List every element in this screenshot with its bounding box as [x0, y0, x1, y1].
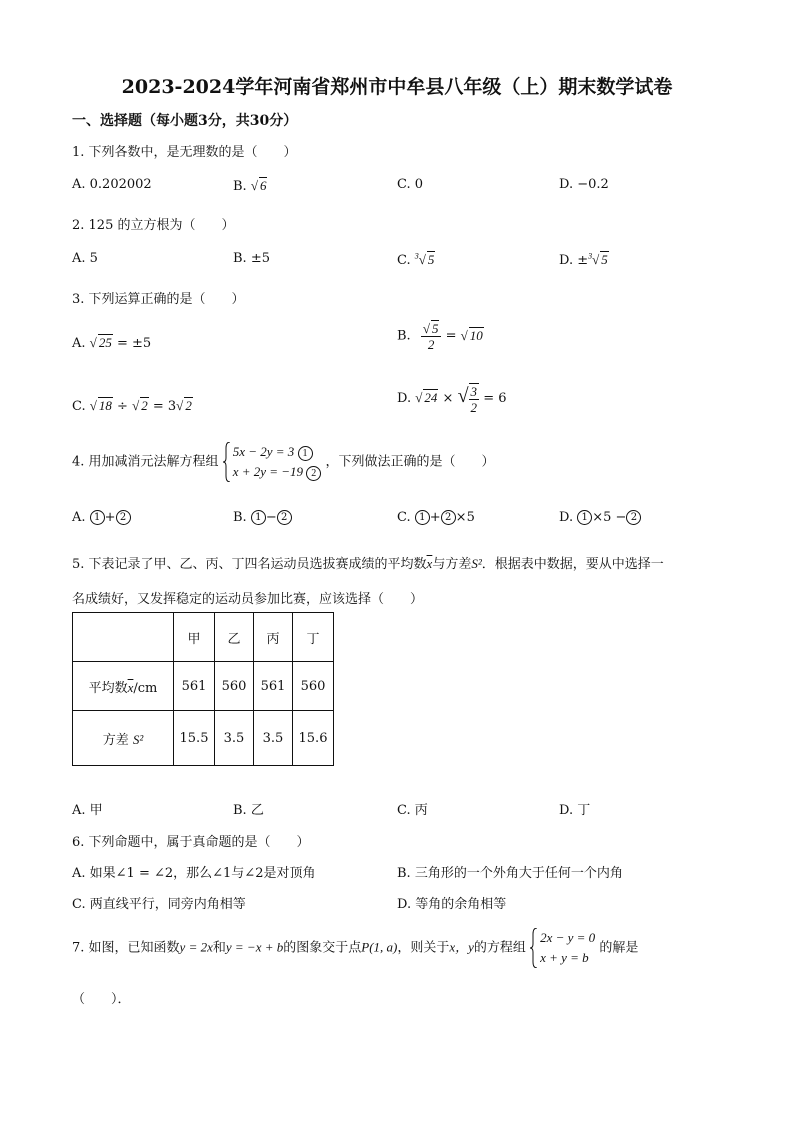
equals-sign: =: [445, 328, 457, 344]
option-d-result: = 6: [483, 390, 507, 406]
table-cell: 3.5: [215, 711, 254, 766]
variables: x，y: [449, 939, 474, 955]
root-index: 3: [588, 251, 593, 261]
times-sign: ×: [442, 390, 454, 406]
brace-icon: [530, 928, 538, 968]
option-a-result: = ±5: [116, 336, 152, 351]
question-6-stem: 6. 下列命题中，属于真命题的是（ ）: [72, 835, 310, 850]
results-table: [72, 612, 334, 766]
header-cell: 甲: [174, 613, 215, 662]
divide-sign: ÷: [117, 399, 128, 414]
equation-1: 2x − y = 0: [540, 930, 596, 945]
page-title: 2023-2024学年河南省郑州市中牟县八年级（上）期末数学试卷: [121, 76, 673, 98]
q1-option-c[interactable]: C. 0: [397, 177, 424, 192]
table-cell: 3.5: [254, 711, 293, 766]
q1-option-b[interactable]: B. √ 6: [233, 178, 267, 194]
question-7-stem: [72, 928, 638, 968]
equation-system: [223, 442, 322, 482]
root-index: 3: [414, 251, 419, 261]
radicand: 18: [98, 398, 112, 413]
mean-symbol: $\overline{x}$: [127, 679, 134, 695]
q5-option-c[interactable]: C. 丙: [397, 803, 428, 818]
stem-text: 的方程组: [473, 940, 526, 956]
minus-sign: −: [265, 510, 277, 525]
stem-text: 5. 下表记录了甲、乙、丙、丁四名运动员选拔赛成绩的平均数: [72, 557, 427, 572]
function-2: y = −x + b: [225, 939, 284, 955]
option-label: D.: [397, 390, 412, 406]
option-label: A.: [72, 336, 86, 351]
intersection-point: P(1, a): [361, 939, 398, 955]
brace-icon: [223, 442, 231, 482]
option-label: A.: [72, 510, 86, 525]
q6-option-a[interactable]: A. 如果∠1 = ∠2，那么∠1与∠2是对顶角: [72, 866, 316, 881]
function-1: y = 2x: [179, 939, 213, 955]
q4-option-c[interactable]: [397, 510, 475, 525]
numerator: 3: [470, 384, 478, 399]
option-label: D.: [559, 510, 574, 525]
circled-1: 1: [415, 510, 430, 525]
header-cell: [73, 613, 174, 662]
q2-option-d[interactable]: D. ±$^3$√ 5: [559, 251, 608, 268]
q3-option-a[interactable]: A. √ 25 = ±5: [72, 335, 152, 351]
question-3-stem: 3. 下列运算正确的是（ ）: [72, 292, 245, 307]
mean-symbol: $\overline{x}$: [426, 556, 433, 571]
radicand: 2: [141, 398, 148, 413]
equation-2: x + 2y = −19: [232, 464, 304, 479]
q3-option-b[interactable]: B. $\frac{√ 5}{2}$ = √ 10: [397, 321, 483, 352]
stem-text: 的图象交于点: [283, 940, 362, 956]
radicand: 24: [424, 389, 438, 405]
variance-symbol: S²: [132, 731, 144, 747]
times-five-minus: ×5 −: [592, 510, 627, 525]
table-row: [73, 662, 334, 711]
stem-text: ．根据表中数据，要从中选择一: [481, 557, 664, 572]
times-five: ×5: [455, 510, 475, 525]
row-label: [73, 662, 174, 711]
table-row: [73, 711, 334, 766]
header-cell: 丁: [293, 613, 334, 662]
equation-1: 5x − 2y = 3: [232, 444, 295, 459]
radicand: 10: [469, 327, 483, 343]
circled-2: 2: [626, 510, 641, 525]
stem-text: 4. 用加减消元法解方程组: [72, 454, 219, 470]
circled-2: 2: [277, 510, 292, 525]
stem-text: 的解是: [599, 940, 639, 956]
table-cell: 15.5: [174, 711, 215, 766]
table-cell: 560: [293, 662, 334, 711]
option-label: B.: [233, 179, 247, 194]
label-text: 方差: [102, 732, 129, 748]
stem-text: ，则关于: [397, 940, 450, 956]
circled-2: 2: [116, 510, 131, 525]
table-cell: 560: [215, 662, 254, 711]
plus-sign: +: [104, 510, 116, 525]
radicand: 5: [431, 321, 439, 336]
stem-text: ，下列做法正确的是（ ）: [325, 454, 495, 470]
radicand: 2: [185, 398, 192, 413]
circled-1: 1: [251, 510, 266, 525]
option-label: C.: [397, 253, 411, 268]
radicand: 5: [601, 252, 608, 267]
circled-1: 1: [577, 510, 592, 525]
table-cell: 15.6: [293, 711, 334, 766]
radicand: 5: [427, 252, 435, 267]
stem-text: 7. 如图，已知函数: [72, 940, 180, 956]
option-label: B.: [233, 510, 247, 525]
header-cell: 乙: [215, 613, 254, 662]
radicand: 25: [98, 335, 112, 350]
q5-option-d[interactable]: D. 丁: [559, 803, 591, 818]
row-label: [73, 711, 174, 766]
table-cell: 561: [254, 662, 293, 711]
equation-2: x + y = b: [540, 950, 589, 965]
option-label: C.: [72, 399, 86, 414]
section-heading: 一、选择题（每小题3分，共30分）: [72, 113, 298, 129]
circled-1: 1: [90, 510, 105, 525]
unit-text: /cm: [133, 680, 158, 696]
q5-option-b[interactable]: B. 乙: [233, 803, 264, 818]
option-label: C.: [397, 510, 411, 525]
table-header-row: [73, 613, 334, 662]
q2-option-b[interactable]: B. ±5: [233, 251, 270, 266]
circled-1: 1: [298, 446, 313, 461]
question-7-line-2: （ ）．: [72, 992, 131, 1007]
q1-option-a[interactable]: A. 0.202002: [72, 177, 152, 192]
option-label: B.: [397, 328, 411, 344]
q6-option-d[interactable]: D. 等角的余角相等: [397, 897, 507, 912]
question-5-line-2: 名成绩好，又发挥稳定的运动员参加比赛，应该选择（ ）: [72, 592, 424, 607]
option-label: D. ±: [559, 253, 589, 268]
q4-option-a[interactable]: [72, 510, 131, 525]
circled-2: 2: [441, 510, 456, 525]
equation-system: [530, 928, 595, 968]
question-1-stem: 1. 下列各数中，是无理数的是（ ）: [72, 145, 297, 160]
radicand: 6: [259, 178, 267, 193]
question-4-stem: [72, 442, 494, 482]
question-2-stem: 2. 125 的立方根为（ ）: [72, 218, 235, 233]
stem-text: 与方差: [432, 557, 472, 572]
denominator: 2: [427, 337, 435, 352]
q3-option-c[interactable]: C. √ 18 ÷ √ 2 = 3√ 2: [72, 398, 192, 414]
q5-option-a[interactable]: A. 甲: [72, 803, 103, 818]
q4-option-d[interactable]: [559, 510, 641, 525]
q6-option-b[interactable]: B. 三角形的一个外角大于任何一个内角: [397, 866, 623, 881]
question-5-line-1: [72, 553, 664, 572]
q3-option-d[interactable]: D. √ 24 × √ $\frac{3}{2}$ = 6: [397, 384, 507, 415]
stem-text: 和: [212, 940, 226, 956]
variance-symbol: S²: [471, 556, 482, 571]
plus-sign: +: [429, 510, 441, 525]
q2-option-c[interactable]: C. $^3$√ 5: [397, 251, 435, 268]
q4-option-b[interactable]: [233, 510, 292, 525]
table-cell: 561: [174, 662, 215, 711]
circled-2: 2: [306, 466, 321, 481]
denominator: 2: [470, 400, 478, 415]
q1-option-d[interactable]: D. −0.2: [559, 177, 609, 192]
label-text: 平均数: [88, 680, 128, 696]
header-cell: 丙: [254, 613, 293, 662]
q2-option-a[interactable]: A. 5: [72, 251, 98, 266]
option-c-result: = 3: [152, 399, 177, 414]
q6-option-c[interactable]: C. 两直线平行，同旁内角相等: [72, 897, 246, 912]
